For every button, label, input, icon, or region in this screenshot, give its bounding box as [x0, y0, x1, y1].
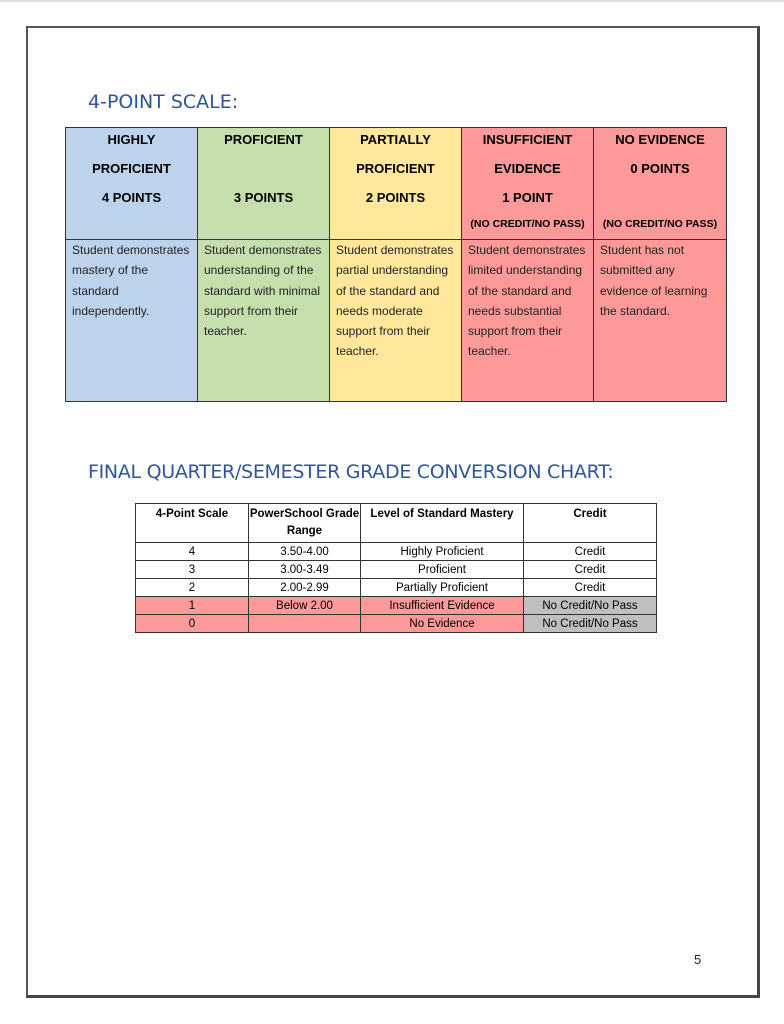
- scale-description: Student demonstrates mastery of the standard independently.: [66, 240, 198, 402]
- no-credit-note: (NO CREDIT/NO PASS): [602, 218, 718, 230]
- scale-header-line: 4 POINTS: [101, 190, 162, 205]
- scale-header-line: EVIDENCE: [494, 161, 561, 176]
- page-top-edge: [0, 0, 784, 2]
- table-cell: Below 2.00: [249, 597, 361, 615]
- page-number: 5: [694, 952, 702, 967]
- table-cell: No Credit/No Pass: [524, 615, 657, 633]
- scale-header-highly-proficient: [66, 128, 198, 240]
- scale-header-row: [66, 128, 727, 240]
- conversion-header: Level of Standard Mastery: [361, 504, 524, 543]
- table-cell: 2: [136, 579, 249, 597]
- scale-header-line: HIGHLY: [107, 132, 156, 147]
- table-cell: Highly Proficient: [361, 543, 524, 561]
- table-cell: Proficient: [361, 561, 524, 579]
- table-cell: 1: [136, 597, 249, 615]
- scale-header-line: 2 POINTS: [365, 190, 426, 205]
- table-cell: 4: [136, 543, 249, 561]
- table-cell: 3: [136, 561, 249, 579]
- table-row: [136, 543, 657, 561]
- table-cell: 0: [136, 615, 249, 633]
- table-cell: No Evidence: [361, 615, 524, 633]
- scale-header-line: INSUFFICIENT: [482, 132, 573, 147]
- table-cell: Credit: [524, 561, 657, 579]
- conversion-header: PowerSchool Grade Range: [249, 504, 361, 543]
- scale-header-proficient: [198, 128, 330, 240]
- conversion-header: 4-Point Scale: [136, 504, 249, 543]
- table-cell: No Credit/No Pass: [524, 597, 657, 615]
- table-cell: Credit: [524, 579, 657, 597]
- table-cell: 3.50-4.00: [249, 543, 361, 561]
- table-row: [136, 597, 657, 615]
- conversion-header-row: [136, 504, 657, 543]
- scale-header-partially-proficient: [330, 128, 462, 240]
- scale-header-line: PARTIALLY: [360, 132, 431, 147]
- table-cell: Partially Proficient: [361, 579, 524, 597]
- scale-header-insufficient-evidence: [462, 128, 594, 240]
- scale-header-line: NO EVIDENCE: [615, 132, 705, 147]
- scale-description: Student demonstrates understanding of the standard with minimal support from their teacher.: [198, 240, 330, 402]
- conversion-title: FINAL QUARTER/SEMESTER GRADE CONVERSION CHART:: [88, 461, 614, 483]
- no-credit-note: (NO CREDIT/NO PASS): [470, 218, 585, 230]
- table-cell: [249, 615, 361, 633]
- scale-description: Student demonstrates partial understanding of the standard and needs moderate support from their teacher.: [330, 240, 462, 402]
- scale-header-line: PROFICIENT: [356, 161, 435, 176]
- scale-header-no-evidence: [594, 128, 727, 240]
- scale-description-row: [66, 240, 727, 402]
- scale-header-line: PROFICIENT: [224, 132, 303, 147]
- scale-header-line: 0 POINTS: [630, 161, 690, 176]
- scale-header-line: PROFICIENT: [92, 161, 171, 176]
- scale-title: 4-POINT SCALE:: [88, 91, 239, 113]
- table-cell: Insufficient Evidence: [361, 597, 524, 615]
- table-row: [136, 615, 657, 633]
- conversion-header: Credit: [524, 504, 657, 543]
- table-row: [136, 561, 657, 579]
- table-row: [136, 579, 657, 597]
- table-cell: Credit: [524, 543, 657, 561]
- scale-description: Student has not submitted any evidence of learning the standard.: [594, 240, 727, 402]
- scale-header-line: 3 POINTS: [233, 190, 294, 205]
- four-point-scale-table: [65, 127, 727, 402]
- table-cell: 3.00-3.49: [249, 561, 361, 579]
- scale-description: Student demonstrates limited understanding of the standard and needs substantial support from their teacher.: [462, 240, 594, 402]
- grade-conversion-table: [135, 503, 657, 633]
- scale-header-line: 1 POINT: [502, 190, 553, 205]
- scale-header-line: [198, 158, 329, 187]
- table-cell: 2.00-2.99: [249, 579, 361, 597]
